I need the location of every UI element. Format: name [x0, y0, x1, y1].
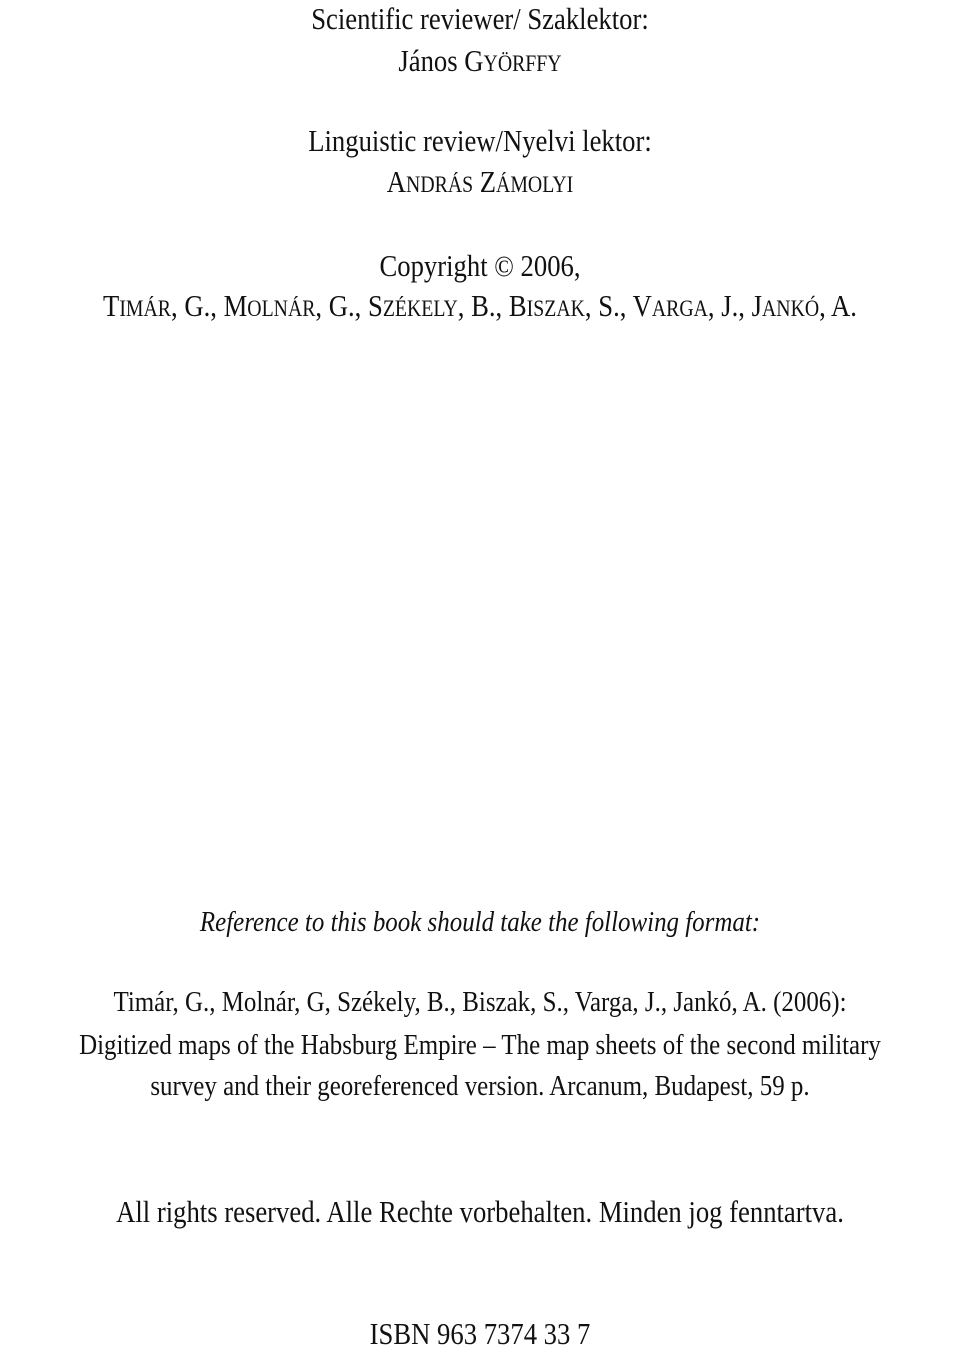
author-timar: TIMÁR, G., — [103, 288, 224, 323]
author-szekely: SZÉKELY, B., — [368, 288, 509, 323]
linguistic-label: Linguistic review/Nyelvi lektor: — [308, 123, 652, 158]
author-janko: JANKÓ, A. — [751, 288, 857, 323]
reference-line-1: Timár, G., Molnár, G, Székely, B., Biszak, S., Varga, J., Jankó, A. (2006): — [113, 986, 847, 1018]
rights-statement: All rights reserved. Alle Rechte vorbehalten. Minden jog fenntartva. — [116, 1194, 844, 1229]
linguistic-last-name: ZÁMOLYI — [479, 164, 574, 199]
isbn: ISBN 963 7374 33 7 — [369, 1316, 591, 1351]
reference-line-3: survey and their georeferenced version. Arcanum, Budapest, 59 p. — [150, 1070, 810, 1102]
linguistic-first-name: ANDRÁS — [386, 164, 474, 199]
reviewer-name — [67, 42, 893, 83]
linguistic-name — [67, 163, 893, 204]
reference-heading: Reference to this book should take the following format: — [199, 906, 761, 938]
copyright-line — [67, 247, 893, 286]
reviewer-label: Scientific reviewer/ Szaklektor: — [311, 1, 649, 36]
copyright-year: 2006, — [520, 248, 581, 283]
author-biszak: BISZAK, S., — [508, 288, 633, 323]
reviewer-first-name: János — [398, 43, 458, 78]
author-varga: VARGA, J., — [632, 288, 752, 323]
copyright-icon: © — [494, 250, 514, 283]
reviewer-last-name: GYÖRFFY — [464, 43, 562, 78]
copyright-authors — [67, 287, 893, 328]
author-molnar: MOLNÁR, G., — [223, 288, 369, 323]
copyright-label: Copyright — [379, 248, 488, 283]
reference-line-2: Digitized maps of the Habsburg Empire – The map sheets of the second military — [79, 1029, 881, 1061]
